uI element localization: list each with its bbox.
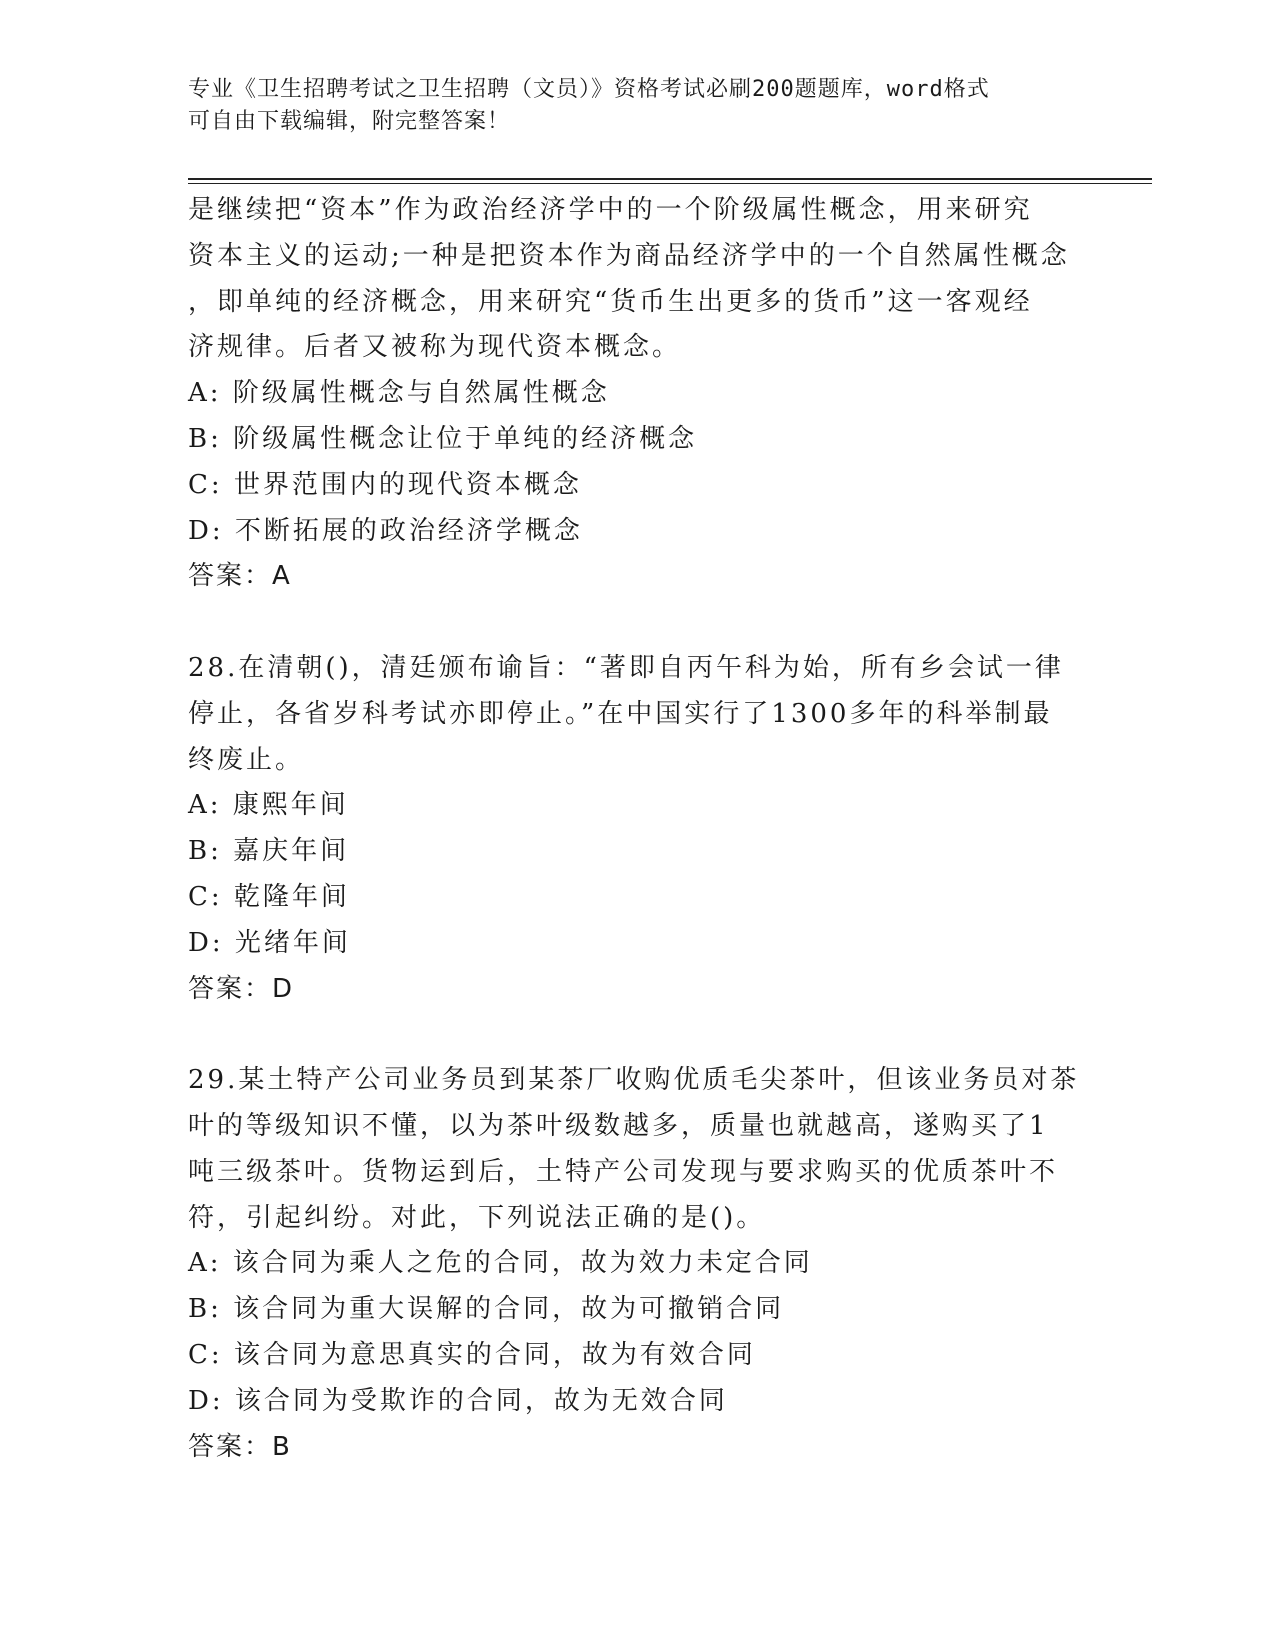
question-text-line: 符，引起纠纷。对此，下列说法正确的是()。: [188, 1202, 766, 1233]
question-text-line: 吨三级茶叶。货物运到后，土特产公司发现与要求购买的优质茶叶不: [188, 1156, 1059, 1187]
option-c: C: 世界范围内的现代资本概念: [188, 469, 582, 500]
question-block: [188, 188, 1068, 600]
option-a: A: 该合同为乘人之危的合同，故为效力未定合同: [188, 1248, 813, 1279]
option-d: D: 光绪年间: [188, 927, 351, 958]
question-list: [188, 188, 1080, 1470]
question-text-line: 济规律。后者又被称为现代资本概念。: [188, 332, 682, 363]
option-d: D: 不断拓展的政治经济学概念: [188, 515, 583, 546]
question-block: [188, 1058, 1080, 1470]
question-text-line: 叶的等级知识不懂，以为茶叶级数越多，质量也就越高，遂购买了1: [188, 1110, 1049, 1141]
answer-line: 答案：B: [188, 1431, 292, 1462]
question-text-line: 停止，各省岁科考试亦即停止。”在中国实行了1300多年的科举制最: [188, 698, 1053, 729]
header-divider-thin: [188, 183, 1152, 184]
option-b: B: 阶级属性概念让位于单纯的经济概念: [188, 423, 698, 454]
question-text-line: 资本主义的运动;一种是把资本作为商品经济学中的一个自然属性概念: [188, 240, 1070, 271]
question-text-line: 28.在清朝()，清廷颁布谕旨：“著即自丙午科为始，所有乡会试一律: [188, 652, 1064, 683]
option-c: C: 乾隆年间: [188, 881, 350, 912]
option-a: A: 阶级属性概念与自然属性概念: [188, 378, 610, 409]
question-text-line: 终废止。: [188, 744, 305, 775]
option-b: B: 嘉庆年间: [188, 836, 350, 867]
answer-line: 答案：D: [188, 973, 295, 1004]
answer-line: 答案：A: [188, 561, 292, 592]
question-block: [188, 646, 1068, 1012]
option-d: D: 该合同为受欺诈的合同，故为无效合同: [188, 1385, 728, 1416]
option-a: A: 康熙年间: [188, 790, 349, 821]
header-divider-thick: [188, 178, 1152, 180]
header-title-line-1: 专业《卫生招聘考试之卫生招聘（文员）》资格考试必刷200题题库，word格式: [188, 77, 990, 102]
question-text-line: 是继续把“资本”作为政治经济学中的一个阶级属性概念，用来研究: [188, 195, 1033, 225]
option-c: C: 该合同为意思真实的合同，故为有效合同: [188, 1339, 756, 1370]
document-header: [188, 74, 1088, 138]
spacer: [188, 600, 1068, 646]
spacer: [188, 1012, 1068, 1058]
question-text-line: 29.某土特产公司业务员到某茶厂收购优质毛尖茶叶，但该业务员对茶: [188, 1065, 1080, 1096]
header-title-line-2: 可自由下载编辑，附完整答案！: [188, 109, 511, 134]
question-text-line: ，即单纯的经济概念，用来研究“货币生出更多的货币”这一客观经: [188, 286, 1033, 317]
option-b: B: 该合同为重大误解的合同，故为可撤销合同: [188, 1294, 785, 1325]
